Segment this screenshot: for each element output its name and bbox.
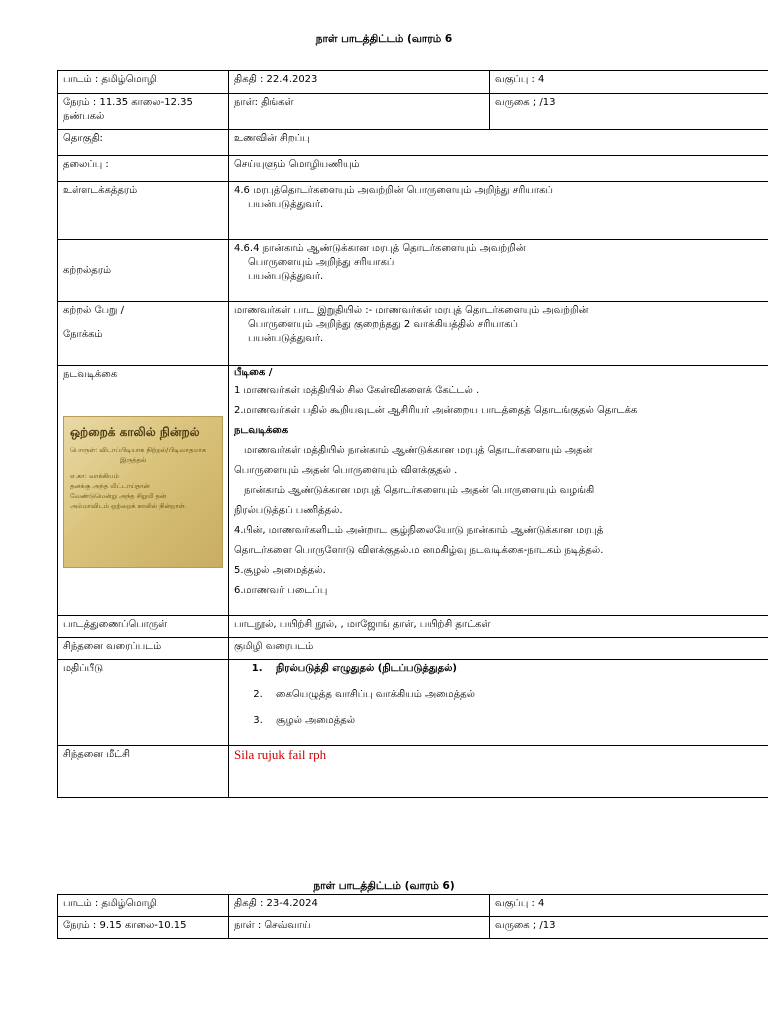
activity-step-6: 5.சூழல் அமைத்தல். <box>234 565 326 576</box>
image-line-1: பொருள்: விடாப்பிடியாக நிற்றல்/பிடிவாதமாக <box>70 446 207 454</box>
objective-label <box>58 302 229 366</box>
activity-step-5a: 4.பின், மாணவர்களிடம் அன்றாட சூழ்நிலையோடு நான்காம் ஆண்டுக்கான மரபுத் <box>234 525 604 536</box>
topic-label: தலைப்பு : <box>58 156 229 182</box>
activity-step-4b: நிரல்படுத்தப் பணித்தல். <box>234 505 343 516</box>
teaching-aids-label: பாடத்துணைப்பொருள் <box>58 616 229 638</box>
attendance-cell-2: வருகை ; /13 <box>490 917 768 939</box>
activity-step-5b: தொடர்களை பொருளோடு விளக்குதல்.ம னமகிழ்வு நடவடிக்கை-நாடகம் நடித்தல். <box>234 545 604 556</box>
theme-value: உணவின் சிறப்பு <box>229 130 768 156</box>
image-title: ஒற்றைக் காலில் நின்றல் <box>70 425 200 439</box>
subject-cell-2: பாடம் : தமிழ்மொழி <box>58 895 229 917</box>
learning-standard-label: கற்றல்தரம் <box>58 240 229 302</box>
evaluation-item: 2. கையெழுத்த வாசிப்பு வாக்கியம் அமைத்தல் <box>266 688 768 702</box>
thinking-map-label: சிந்தனை வரைப்படம் <box>58 638 229 660</box>
lesson-plan-title-2: நாள் பாடத்திட்டம் (வாரம் 6) <box>313 880 455 892</box>
reflection-label: சிந்தனை மீட்சி <box>58 746 229 798</box>
image-line-3: எ.கா: வாக்கியம் <box>70 472 119 480</box>
ls-line-3: பயன்படுத்துவர். <box>248 271 324 282</box>
content-standard-value <box>229 182 768 240</box>
class-cell: வகுப்பு : 4 <box>490 71 768 94</box>
evaluation-value <box>229 660 768 746</box>
thinking-map-value: குமிழி வரைபடம் <box>229 638 768 660</box>
image-line-2: இருத்தல் <box>120 456 147 464</box>
evaluation-item: 1. நிரல்படுத்தி எழுதுதல் (நிடப்படுத்துதல்) <box>266 662 768 676</box>
reflection-text: Sila rujuk fail rph <box>234 747 327 762</box>
obj-line-3: பயன்படுத்துவர். <box>248 333 324 344</box>
evaluation-label: மதிப்பீடு <box>58 660 229 746</box>
lesson-plan-title: நாள் பாடத்திட்டம் (வாரம் 6 <box>315 33 453 45</box>
time-cell <box>58 94 229 130</box>
activity-value <box>229 366 768 616</box>
ls-line-2: பொருளையும் அறிந்து சரியாகப் <box>248 257 395 268</box>
objective-label-2: நோக்கம் <box>63 329 103 340</box>
idiom-image <box>63 416 223 568</box>
activity-step-2a: 2.மாணவர்கள் பதில் கூறியவுடன் ஆசிரியர் அன்றைய பாடத்தைத் தொடங்குதல் தொடக்க <box>234 405 638 416</box>
activity-label-cell <box>58 366 229 616</box>
evaluation-item: 3. சூழல் அமைத்தல் <box>266 714 768 728</box>
theme-label: தொகுதி: <box>58 130 229 156</box>
content-line-2: பயன்படுத்துவர். <box>248 199 324 210</box>
subject-cell: பாடம் : தமிழ்மொழி <box>58 71 229 94</box>
lesson-plan-table-2 <box>57 894 768 939</box>
image-line-4: தனக்கு அந்த மிட்டாய்தான் <box>70 482 150 490</box>
obj-line-2: பொருளையும் அறிந்து குறைந்தது 2 வாக்கியத்தில் சரியாகப் <box>248 319 518 330</box>
day-cell-2: நாள் : செவ்வாய் <box>229 917 490 939</box>
time-cell-2: நேரம் : 9.15 காலை-10.15 <box>58 917 229 939</box>
day-cell: நாள்: திங்கள் <box>229 94 490 130</box>
activity-intro: பீடிகை / <box>234 367 273 378</box>
activity-step-3b: பொருளையும் அதன் பொருளையும் விளக்குதல் . <box>234 465 458 476</box>
date-cell: திகதி : 22.4.2023 <box>229 71 490 94</box>
lesson-plan-table <box>57 70 768 798</box>
time-line-1: நேரம் : 11.35 காலை-12.35 <box>63 97 193 108</box>
content-standard-label: உள்ளடக்கத்தரம் <box>58 182 229 240</box>
content-line-1: 4.6 மரபுத்தொடர்களையும் அவற்றின் பொருளையும் அறிந்து சரியாகப் <box>234 185 553 196</box>
image-line-6: அம்மாவிடம் ஒற்றைக் காலில் நின்றாள். <box>70 502 187 510</box>
class-cell-2: வகுப்பு : 4 <box>490 895 768 917</box>
date-cell-2: திகதி : 23-4.2024 <box>229 895 490 917</box>
attendance-cell: வருகை ; /13 <box>490 94 768 130</box>
activity-step-3a: மாணவர்கள் மத்தியில் நான்காம் ஆண்டுக்கான மரபுத் தொடர்களையும் அதன் <box>244 445 593 456</box>
obj-line-1: மாணவர்கள் பாட இறுதியில் :- மாணவர்கள் மரபுத் தொடர்களையும் அவற்றின் <box>234 305 589 316</box>
objective-label-1: கற்றல் பேறு / <box>63 305 124 316</box>
activity-label: நடவடிக்கை <box>63 369 118 380</box>
activity-step-2b: நடவடிக்கை <box>234 425 289 436</box>
teaching-aids-value: பாடநூல், பயிற்சி நூல், , மாஜோங் தாள், பயிற்சி தாட்கள் <box>229 616 768 638</box>
objective-value <box>229 302 768 366</box>
ls-line-1: 4.6.4 நான்காம் ஆண்டுக்கான மரபுத் தொடர்களையும் அவற்றின் <box>234 243 526 254</box>
activity-step-7: 6.மாணவர் படைப்பு <box>234 585 328 596</box>
evaluation-list <box>234 662 768 728</box>
activity-step-1: 1 மாணவர்கள் மத்தியில் சில கேள்விகளைக் கேட்டல் . <box>234 385 480 396</box>
learning-standard-value <box>229 240 768 302</box>
reflection-value <box>229 746 768 798</box>
image-line-5: வேண்டுமென்று அந்த சிறுமி தன் <box>70 492 167 500</box>
activity-step-4a: நான்காம் ஆண்டுக்கான மரபுத் தொடர்களையும் அதன் பொருளையும் வழங்கி <box>244 485 595 496</box>
topic-value: செய்யுளும் மொழியணியும் <box>229 156 768 182</box>
time-line-2: நண்பகல் <box>63 111 105 122</box>
